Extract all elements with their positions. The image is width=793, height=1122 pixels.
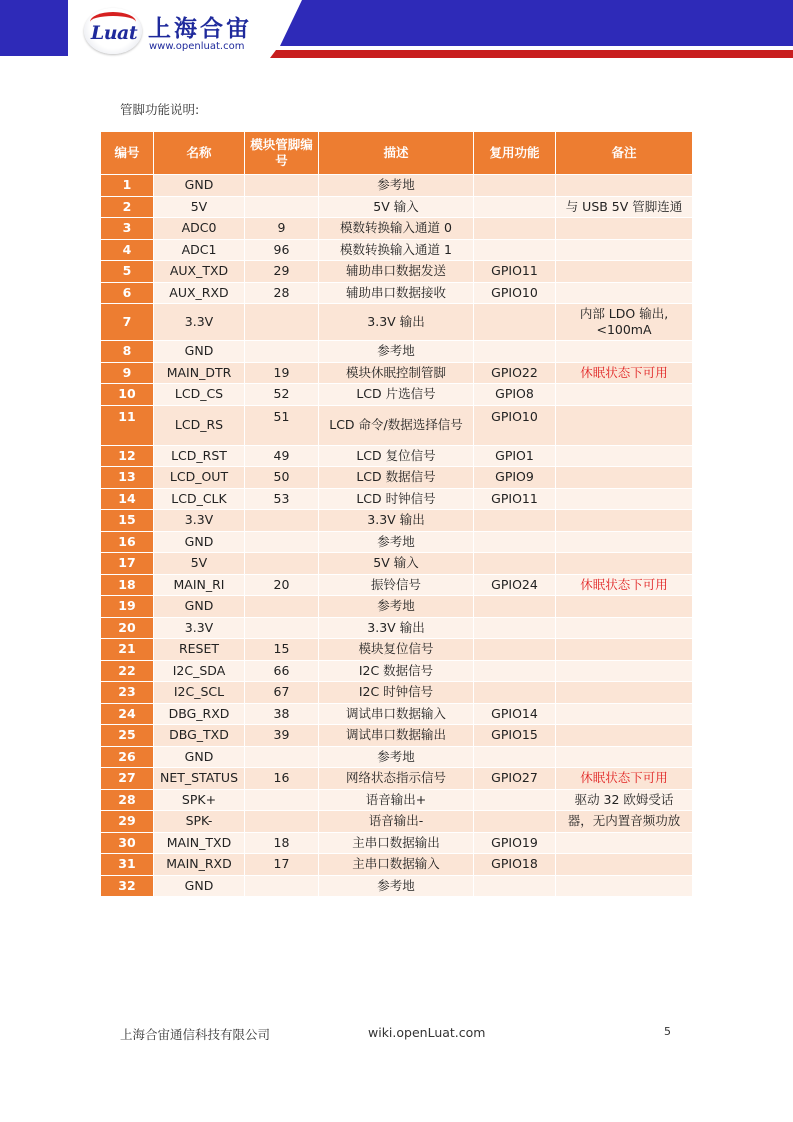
table-row <box>101 574 693 596</box>
cell-number: 6 <box>101 282 154 304</box>
pin-function-table <box>100 131 693 897</box>
cell-note <box>556 875 693 897</box>
cell-module-pin <box>245 510 319 532</box>
cell-description: 调试串口数据输出 <box>319 725 474 747</box>
cell-alt-function <box>474 639 556 661</box>
cell-alt-function <box>474 510 556 532</box>
cell-name: MAIN_RI <box>154 574 245 596</box>
table-row <box>101 467 693 489</box>
cell-number: 24 <box>101 703 154 725</box>
cell-module-pin: 17 <box>245 854 319 876</box>
cell-number: 2 <box>101 196 154 218</box>
cell-number: 9 <box>101 362 154 384</box>
cell-module-pin <box>245 341 319 363</box>
cell-alt-function <box>474 596 556 618</box>
cell-note <box>556 832 693 854</box>
cell-alt-function: GPIO14 <box>474 703 556 725</box>
cell-name: SPK+ <box>154 789 245 811</box>
cell-module-pin: 20 <box>245 574 319 596</box>
cell-alt-function <box>474 875 556 897</box>
cell-name: MAIN_RXD <box>154 854 245 876</box>
cell-note <box>556 854 693 876</box>
cell-note: 休眠状态下可用 <box>556 362 693 384</box>
cell-module-pin <box>245 553 319 575</box>
cell-number: 30 <box>101 832 154 854</box>
cell-module-pin: 50 <box>245 467 319 489</box>
cell-description: 5V 输入 <box>319 553 474 575</box>
table-row <box>101 445 693 467</box>
cell-number: 28 <box>101 789 154 811</box>
cell-module-pin <box>245 789 319 811</box>
cell-name: I2C_SCL <box>154 682 245 704</box>
table-row <box>101 384 693 406</box>
cell-description: 参考地 <box>319 596 474 618</box>
cell-note <box>556 467 693 489</box>
cell-number: 21 <box>101 639 154 661</box>
cell-name: GND <box>154 175 245 197</box>
header-band-left <box>0 0 68 56</box>
table-row <box>101 304 693 341</box>
logo-mark: Luat <box>90 22 138 44</box>
cell-name: MAIN_TXD <box>154 832 245 854</box>
cell-alt-function: GPIO10 <box>474 282 556 304</box>
cell-module-pin: 53 <box>245 488 319 510</box>
cell-note <box>556 703 693 725</box>
cell-alt-function <box>474 617 556 639</box>
cell-number: 14 <box>101 488 154 510</box>
cell-description: LCD 片选信号 <box>319 384 474 406</box>
cell-note <box>556 682 693 704</box>
cell-number: 5 <box>101 261 154 283</box>
cell-note <box>556 261 693 283</box>
cell-number: 26 <box>101 746 154 768</box>
cell-number: 3 <box>101 218 154 240</box>
cell-name: 5V <box>154 553 245 575</box>
cell-number: 20 <box>101 617 154 639</box>
table-row <box>101 703 693 725</box>
cell-module-pin <box>245 811 319 833</box>
cell-note <box>556 341 693 363</box>
cell-module-pin <box>245 196 319 218</box>
cell-alt-function: GPIO15 <box>474 725 556 747</box>
table-row <box>101 746 693 768</box>
cell-alt-function: GPIO11 <box>474 261 556 283</box>
cell-name: GND <box>154 341 245 363</box>
cell-description: 3.3V 输出 <box>319 617 474 639</box>
table-row <box>101 362 693 384</box>
header-module-pin: 模块管脚编号 <box>245 132 319 175</box>
table-row <box>101 488 693 510</box>
cell-description: LCD 命令/数据选择信号 <box>319 405 474 445</box>
cell-module-pin: 96 <box>245 239 319 261</box>
cell-module-pin <box>245 175 319 197</box>
table-row <box>101 175 693 197</box>
cell-alt-function <box>474 660 556 682</box>
cell-module-pin: 52 <box>245 384 319 406</box>
table-row <box>101 875 693 897</box>
cell-number: 25 <box>101 725 154 747</box>
table-row <box>101 682 693 704</box>
cell-number: 1 <box>101 175 154 197</box>
cell-number: 31 <box>101 854 154 876</box>
cell-description: 语音输出+ <box>319 789 474 811</box>
section-label: 管脚功能说明: <box>120 102 200 117</box>
table-row <box>101 832 693 854</box>
cell-number: 15 <box>101 510 154 532</box>
cell-number: 11 <box>101 405 154 445</box>
table-row <box>101 553 693 575</box>
cell-number: 27 <box>101 768 154 790</box>
cell-description: I2C 数据信号 <box>319 660 474 682</box>
cell-note <box>556 239 693 261</box>
header-number: 编号 <box>101 132 154 175</box>
cell-description: 网络状态指示信号 <box>319 768 474 790</box>
cell-description: I2C 时钟信号 <box>319 682 474 704</box>
cell-name: LCD_RST <box>154 445 245 467</box>
cell-note <box>556 725 693 747</box>
header-band-right <box>280 0 793 46</box>
cell-number: 19 <box>101 596 154 618</box>
cell-note <box>556 746 693 768</box>
table-row <box>101 617 693 639</box>
cell-alt-function <box>474 239 556 261</box>
cell-note <box>556 218 693 240</box>
table-row <box>101 811 693 833</box>
cell-name: DBG_TXD <box>154 725 245 747</box>
cell-alt-function <box>474 682 556 704</box>
cell-description: 3.3V 输出 <box>319 510 474 532</box>
table-row <box>101 768 693 790</box>
header-description: 描述 <box>319 132 474 175</box>
cell-note <box>556 596 693 618</box>
cell-description: 参考地 <box>319 875 474 897</box>
cell-name: AUX_TXD <box>154 261 245 283</box>
cell-module-pin: 29 <box>245 261 319 283</box>
cell-number: 18 <box>101 574 154 596</box>
table-row <box>101 725 693 747</box>
cell-module-pin: 18 <box>245 832 319 854</box>
cell-name: NET_STATUS <box>154 768 245 790</box>
cell-number: 32 <box>101 875 154 897</box>
cell-module-pin <box>245 304 319 341</box>
cell-description: 模块复位信号 <box>319 639 474 661</box>
cell-module-pin <box>245 596 319 618</box>
cell-alt-function: GPIO18 <box>474 854 556 876</box>
cell-note: 内部 LDO 输出,<100mA <box>556 304 693 341</box>
cell-description: 调试串口数据输入 <box>319 703 474 725</box>
cell-description: 辅助串口数据接收 <box>319 282 474 304</box>
cell-module-pin: 19 <box>245 362 319 384</box>
cell-description: 语音输出- <box>319 811 474 833</box>
cell-name: RESET <box>154 639 245 661</box>
cell-name: 5V <box>154 196 245 218</box>
table-row <box>101 531 693 553</box>
cell-name: I2C_SDA <box>154 660 245 682</box>
cell-description: 模块休眠控制管脚 <box>319 362 474 384</box>
logo-website: www.openluat.com <box>149 41 245 52</box>
cell-note <box>556 617 693 639</box>
cell-note: 驱动 32 欧姆受话 <box>556 789 693 811</box>
cell-alt-function: GPIO27 <box>474 768 556 790</box>
cell-module-pin: 9 <box>245 218 319 240</box>
table-row <box>101 789 693 811</box>
cell-module-pin <box>245 746 319 768</box>
cell-module-pin: 66 <box>245 660 319 682</box>
table-row <box>101 405 693 445</box>
table-row <box>101 596 693 618</box>
cell-name: MAIN_DTR <box>154 362 245 384</box>
cell-alt-function: GPIO10 <box>474 405 556 445</box>
table-row <box>101 510 693 532</box>
cell-number: 12 <box>101 445 154 467</box>
cell-name: ADC1 <box>154 239 245 261</box>
cell-description: LCD 复位信号 <box>319 445 474 467</box>
cell-name: GND <box>154 596 245 618</box>
cell-alt-function <box>474 531 556 553</box>
cell-name: AUX_RXD <box>154 282 245 304</box>
cell-description: 模数转换输入通道 0 <box>319 218 474 240</box>
cell-name: GND <box>154 875 245 897</box>
cell-note <box>556 553 693 575</box>
table-row <box>101 261 693 283</box>
cell-alt-function <box>474 553 556 575</box>
cell-note: 休眠状态下可用 <box>556 574 693 596</box>
cell-name: ADC0 <box>154 218 245 240</box>
cell-description: 主串口数据输入 <box>319 854 474 876</box>
cell-description: 参考地 <box>319 341 474 363</box>
cell-name: 3.3V <box>154 617 245 639</box>
header-alt-function: 复用功能 <box>474 132 556 175</box>
cell-alt-function: GPIO19 <box>474 832 556 854</box>
cell-module-pin <box>245 531 319 553</box>
cell-module-pin: 39 <box>245 725 319 747</box>
cell-description: LCD 时钟信号 <box>319 488 474 510</box>
cell-description: LCD 数据信号 <box>319 467 474 489</box>
cell-number: 13 <box>101 467 154 489</box>
table-row <box>101 196 693 218</box>
cell-alt-function <box>474 789 556 811</box>
cell-description: 辅助串口数据发送 <box>319 261 474 283</box>
cell-alt-function <box>474 196 556 218</box>
cell-module-pin <box>245 617 319 639</box>
cell-alt-function <box>474 175 556 197</box>
cell-module-pin <box>245 875 319 897</box>
cell-number: 8 <box>101 341 154 363</box>
cell-name: LCD_CS <box>154 384 245 406</box>
cell-module-pin: 51 <box>245 405 319 445</box>
cell-name: SPK- <box>154 811 245 833</box>
cell-note <box>556 445 693 467</box>
footer-company: 上海合宙通信科技有限公司 <box>120 1027 271 1042</box>
cell-name: LCD_RS <box>154 405 245 445</box>
cell-description: 5V 输入 <box>319 196 474 218</box>
cell-module-pin: 67 <box>245 682 319 704</box>
cell-name: 3.3V <box>154 304 245 341</box>
cell-note: 与 USB 5V 管脚连通 <box>556 196 693 218</box>
cell-note <box>556 175 693 197</box>
cell-description: 主串口数据输出 <box>319 832 474 854</box>
cell-description: 参考地 <box>319 746 474 768</box>
cell-name: 3.3V <box>154 510 245 532</box>
cell-module-pin: 28 <box>245 282 319 304</box>
cell-note: 器，无内置音频功放 <box>556 811 693 833</box>
cell-number: 4 <box>101 239 154 261</box>
cell-alt-function <box>474 811 556 833</box>
cell-note <box>556 488 693 510</box>
table-row <box>101 341 693 363</box>
cell-module-pin: 38 <box>245 703 319 725</box>
cell-module-pin: 15 <box>245 639 319 661</box>
cell-number: 16 <box>101 531 154 553</box>
cell-description: 振铃信号 <box>319 574 474 596</box>
cell-alt-function: GPIO1 <box>474 445 556 467</box>
cell-number: 17 <box>101 553 154 575</box>
cell-note <box>556 510 693 532</box>
cell-alt-function <box>474 341 556 363</box>
cell-alt-function: GPIO8 <box>474 384 556 406</box>
cell-alt-function: GPIO22 <box>474 362 556 384</box>
cell-number: 22 <box>101 660 154 682</box>
cell-alt-function <box>474 218 556 240</box>
cell-name: GND <box>154 746 245 768</box>
cell-alt-function <box>474 304 556 341</box>
cell-module-pin: 49 <box>245 445 319 467</box>
cell-note <box>556 639 693 661</box>
cell-note: 休眠状态下可用 <box>556 768 693 790</box>
cell-note <box>556 660 693 682</box>
table-header-row <box>101 132 693 175</box>
table-row <box>101 282 693 304</box>
cell-module-pin: 16 <box>245 768 319 790</box>
header-note: 备注 <box>556 132 693 175</box>
cell-name: DBG_RXD <box>154 703 245 725</box>
cell-number: 29 <box>101 811 154 833</box>
header-name: 名称 <box>154 132 245 175</box>
footer-site: wiki.openLuat.com <box>368 1025 486 1040</box>
table-row <box>101 218 693 240</box>
cell-note <box>556 282 693 304</box>
table-row <box>101 854 693 876</box>
cell-alt-function: GPIO9 <box>474 467 556 489</box>
cell-alt-function <box>474 746 556 768</box>
cell-number: 7 <box>101 304 154 341</box>
cell-alt-function: GPIO11 <box>474 488 556 510</box>
cell-note <box>556 531 693 553</box>
cell-name: LCD_CLK <box>154 488 245 510</box>
cell-description: 参考地 <box>319 531 474 553</box>
table-row <box>101 660 693 682</box>
table-body <box>101 175 693 897</box>
cell-description: 3.3V 输出 <box>319 304 474 341</box>
table-row <box>101 639 693 661</box>
header-red-stripe <box>270 50 793 58</box>
footer-page-number: 5 <box>664 1025 671 1038</box>
logo-company-name: 上海合宙 <box>148 16 252 42</box>
cell-note <box>556 405 693 445</box>
cell-description: 模数转换输入通道 1 <box>319 239 474 261</box>
cell-alt-function: GPIO24 <box>474 574 556 596</box>
table-row <box>101 239 693 261</box>
cell-description: 参考地 <box>319 175 474 197</box>
cell-number: 10 <box>101 384 154 406</box>
cell-note <box>556 384 693 406</box>
cell-name: LCD_OUT <box>154 467 245 489</box>
cell-number: 23 <box>101 682 154 704</box>
cell-name: GND <box>154 531 245 553</box>
